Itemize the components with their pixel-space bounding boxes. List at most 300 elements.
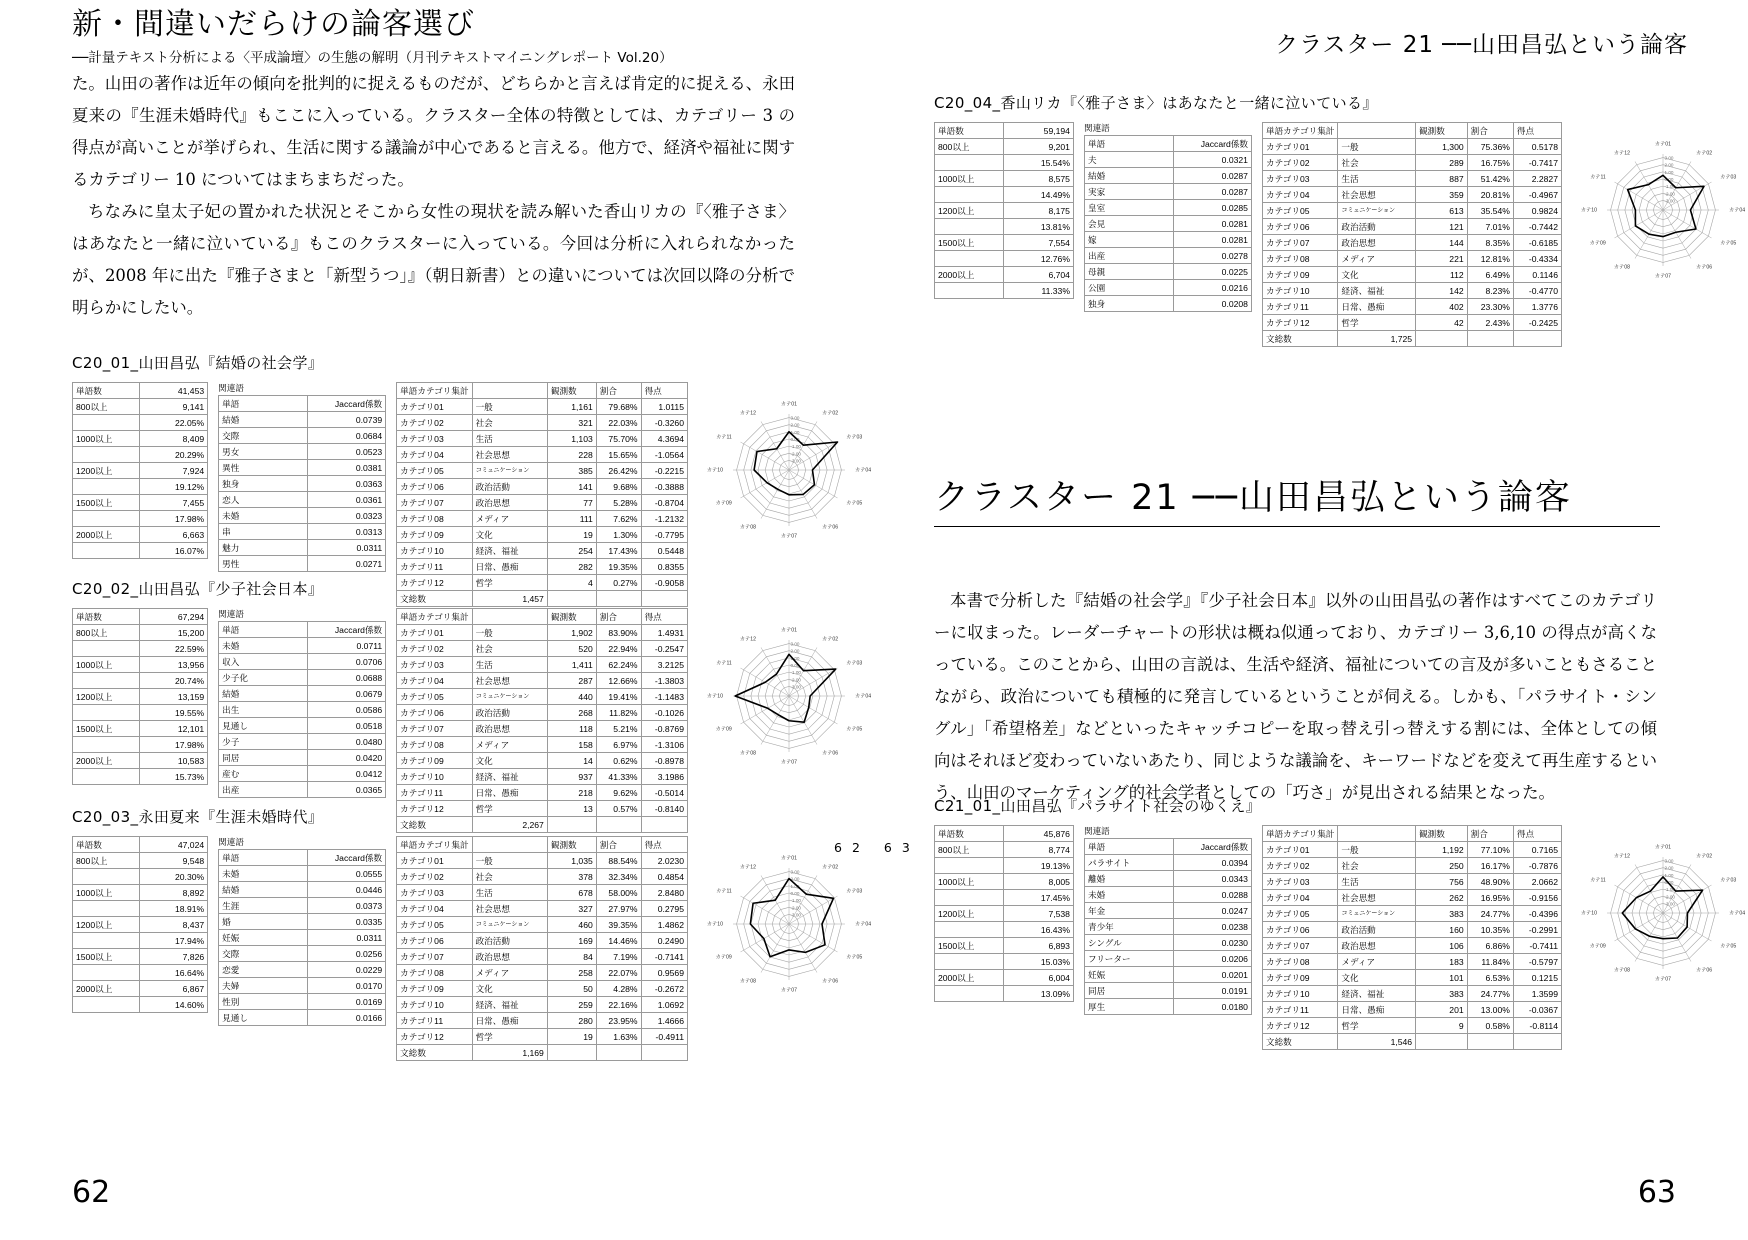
radar-tick-label: -1.00 xyxy=(790,444,801,450)
cell-category-id: カテゴリ02 xyxy=(397,869,472,885)
cell-threshold-count: 12,101 xyxy=(139,721,207,737)
cell-jaccard: 0.0229 xyxy=(308,962,386,978)
cell-observed: 287 xyxy=(547,673,596,689)
radar-tick-label: -3.00 xyxy=(1664,901,1675,907)
cell-jaccard: 0.0230 xyxy=(1173,935,1251,951)
table-row xyxy=(397,917,688,933)
table-row xyxy=(935,139,1074,155)
cell-category-name: 文化 xyxy=(472,981,547,997)
cell-observed: 118 xyxy=(547,721,596,737)
cell-category-name: 社会 xyxy=(1338,858,1416,874)
cell-percentage: 10.35% xyxy=(1467,922,1513,938)
cell-observed: 14 xyxy=(547,753,596,769)
cell-jaccard: 0.0739 xyxy=(308,412,386,428)
cell-jaccard: 0.0225 xyxy=(1173,264,1251,280)
table-header-row xyxy=(219,850,386,866)
cell-jaccard: 0.0180 xyxy=(1173,999,1251,1015)
radar-tick-label: -3.00 xyxy=(790,912,801,918)
cell-observed: 268 xyxy=(547,705,596,721)
table-row xyxy=(73,869,208,885)
table-row xyxy=(73,399,208,415)
radar-chart xyxy=(704,608,874,778)
cell-threshold-spacer xyxy=(73,769,140,785)
cell-threshold-count: 9,548 xyxy=(139,853,207,869)
cell-jaccard: 0.0170 xyxy=(308,978,386,994)
related-words-block xyxy=(208,836,386,1026)
cell-jaccard: 0.0208 xyxy=(1173,296,1251,312)
col-header-category-name xyxy=(472,383,547,399)
cell-score: -1.1483 xyxy=(641,689,687,705)
table-row xyxy=(219,718,386,734)
cell-percentage: 48.90% xyxy=(1467,874,1513,890)
radar-axis-label: カテ02 xyxy=(822,636,839,643)
figure-caption: C20_03_永田夏来『生涯未婚時代』 xyxy=(72,808,324,826)
cell-related-word: 出生 xyxy=(219,702,308,718)
cell-related-word: 結婚 xyxy=(1084,168,1173,184)
cell-threshold-pct: 17.98% xyxy=(139,511,207,527)
cell-threshold-count: 7,455 xyxy=(139,495,207,511)
cell-related-word: 魅力 xyxy=(219,540,308,556)
table-row xyxy=(935,842,1074,858)
cell-jaccard: 0.0523 xyxy=(308,444,386,460)
cell-score: 2.0230 xyxy=(641,853,687,869)
cell-word-total-label: 単語数 xyxy=(73,609,140,625)
cell-score: 1.4931 xyxy=(641,625,687,641)
mid-folio: 62 63 xyxy=(834,840,920,855)
cell-percentage: 83.90% xyxy=(596,625,641,641)
radar-axis-label: カテ04 xyxy=(855,693,872,700)
cell-category-name: メディア xyxy=(1338,954,1416,970)
radar-tick-label: 3.00 xyxy=(790,415,800,421)
cell-observed: 327 xyxy=(547,901,596,917)
cell-blank xyxy=(1416,1034,1468,1050)
cell-category-name: 社会 xyxy=(1338,155,1416,171)
cell-threshold-spacer xyxy=(935,890,1004,906)
cell-category-name: 社会 xyxy=(472,641,547,657)
cell-threshold-label: 1000以上 xyxy=(73,885,140,901)
radar-chart xyxy=(1578,122,1748,292)
table-row xyxy=(73,641,208,657)
table-row xyxy=(73,837,208,853)
cell-percentage: 16.75% xyxy=(1467,155,1513,171)
cell-sentence-total: 1,169 xyxy=(472,1045,547,1061)
cell-score: -0.4770 xyxy=(1513,283,1561,299)
cell-category-id: カテゴリ12 xyxy=(397,1029,472,1045)
col-header-score: 得点 xyxy=(1513,826,1561,842)
cell-observed: 937 xyxy=(547,769,596,785)
cell-related-word: 未婚 xyxy=(219,866,308,882)
cell-jaccard: 0.0373 xyxy=(308,898,386,914)
radar-tick-label: -2.00 xyxy=(1664,191,1675,197)
cell-observed: 228 xyxy=(547,447,596,463)
col-header-category: 単語カテゴリ集計 xyxy=(397,837,472,853)
cell-score: 2.0662 xyxy=(1513,874,1561,890)
cell-threshold-spacer xyxy=(73,737,140,753)
table-row xyxy=(73,949,208,965)
cell-jaccard: 0.0311 xyxy=(308,540,386,556)
radar-axis-label: カテ05 xyxy=(1720,943,1737,950)
table-row xyxy=(397,625,688,641)
cell-percentage: 14.46% xyxy=(596,933,641,949)
cell-percentage: 22.03% xyxy=(596,415,641,431)
cell-percentage: 2.43% xyxy=(1467,315,1513,331)
table-header-row xyxy=(1084,839,1251,855)
table-row xyxy=(1262,1034,1561,1050)
table-row xyxy=(219,1010,386,1026)
cell-percentage: 12.66% xyxy=(596,673,641,689)
table-row xyxy=(935,203,1074,219)
cell-observed: 1,192 xyxy=(1416,842,1468,858)
radar-chart-svg xyxy=(1578,825,1748,995)
table-row xyxy=(1084,999,1251,1015)
table-row xyxy=(73,383,208,399)
cell-observed: 144 xyxy=(1416,235,1468,251)
cell-category-id: カテゴリ11 xyxy=(397,559,472,575)
cell-blank xyxy=(1467,1034,1513,1050)
cell-threshold-count: 7,538 xyxy=(1003,906,1073,922)
cell-category-id: カテゴリ05 xyxy=(397,463,472,479)
cell-score: 0.9824 xyxy=(1513,203,1561,219)
radar-chart-svg xyxy=(704,836,874,1006)
table-row xyxy=(73,657,208,673)
cell-threshold-pct: 14.49% xyxy=(1003,187,1073,203)
cell-score: -0.2215 xyxy=(641,463,687,479)
table-row xyxy=(397,853,688,869)
category-table xyxy=(396,608,688,833)
radar-axis-label: カテ09 xyxy=(715,500,732,507)
cell-related-word: 生涯 xyxy=(219,898,308,914)
cell-jaccard: 0.0321 xyxy=(1173,152,1251,168)
table-row xyxy=(1084,935,1251,951)
cell-related-word: 恋人 xyxy=(219,492,308,508)
table-row xyxy=(1262,858,1561,874)
radar-spoke xyxy=(789,924,838,952)
cell-percentage: 6.49% xyxy=(1467,267,1513,283)
table-row xyxy=(397,415,688,431)
cell-category-id: カテゴリ05 xyxy=(397,689,472,705)
cell-percentage: 7.19% xyxy=(596,949,641,965)
cell-sentence-total-label: 文総数 xyxy=(1262,1034,1337,1050)
cell-category-name: 日常、愚痴 xyxy=(472,559,547,575)
radar-axis-label: カテ12 xyxy=(1613,853,1630,860)
cell-threshold-spacer xyxy=(935,251,1004,267)
radar-tick-label: -2.00 xyxy=(790,905,801,911)
table-row xyxy=(1262,235,1561,251)
table-row xyxy=(219,882,386,898)
cell-observed: 402 xyxy=(1416,299,1468,315)
cell-related-word: 少子化 xyxy=(219,670,308,686)
cell-category-name: 一般 xyxy=(1338,139,1416,155)
table-row xyxy=(397,753,688,769)
cell-score: 0.5178 xyxy=(1513,139,1561,155)
cell-related-word: 嫁 xyxy=(1084,232,1173,248)
cell-percentage: 19.41% xyxy=(596,689,641,705)
cell-percentage: 9.68% xyxy=(596,479,641,495)
col-header-word: 単語 xyxy=(219,396,308,412)
folio-left: 62 xyxy=(72,1175,111,1210)
word-count-table xyxy=(934,825,1074,1002)
cell-score: 0.1146 xyxy=(1513,267,1561,283)
cell-category-id: カテゴリ01 xyxy=(397,625,472,641)
cell-category-name: 社会思想 xyxy=(1338,890,1416,906)
radar-axis-label: カテ03 xyxy=(846,660,863,667)
cell-category-name: 社会思想 xyxy=(472,673,547,689)
cell-category-name: 社会思想 xyxy=(472,901,547,917)
cell-threshold-count: 6,663 xyxy=(139,527,207,543)
cell-category-name: 文化 xyxy=(1338,267,1416,283)
cell-observed: 321 xyxy=(547,415,596,431)
radar-tick-label: 2.00 xyxy=(790,422,800,428)
radar-chart xyxy=(1578,825,1748,995)
table-row xyxy=(1084,216,1251,232)
radar-axis-label: カテ09 xyxy=(715,954,732,961)
cell-category-id: カテゴリ06 xyxy=(397,933,472,949)
cell-related-word: 結婚 xyxy=(219,882,308,898)
cell-observed: 142 xyxy=(1416,283,1468,299)
table-row xyxy=(397,965,688,981)
cell-threshold-label: 800以上 xyxy=(73,399,140,415)
radar-axis-label: カテ04 xyxy=(855,921,872,928)
cell-related-word: 公園 xyxy=(1084,280,1173,296)
cell-threshold-count: 8,774 xyxy=(1003,842,1073,858)
table-row xyxy=(73,415,208,431)
cell-jaccard: 0.0206 xyxy=(1173,951,1251,967)
table-row xyxy=(935,155,1074,171)
cell-threshold-spacer xyxy=(73,447,140,463)
cell-observed: 262 xyxy=(1416,890,1468,906)
cell-threshold-spacer xyxy=(935,922,1004,938)
col-header-pct: 割合 xyxy=(1467,826,1513,842)
cell-percentage: 58.00% xyxy=(596,885,641,901)
cell-observed: 169 xyxy=(547,933,596,949)
cell-jaccard: 0.0285 xyxy=(1173,200,1251,216)
radar-axis-label: カテ08 xyxy=(739,750,756,757)
radar-axis-label: カテ07 xyxy=(780,759,798,766)
cell-category-name: コミュニケーション xyxy=(472,463,547,479)
cell-category-name: メディア xyxy=(472,511,547,527)
cell-threshold-label: 1000以上 xyxy=(935,171,1004,187)
cell-percentage: 6.97% xyxy=(596,737,641,753)
radar-spoke xyxy=(761,648,789,697)
col-header-pct: 割合 xyxy=(596,837,641,853)
cell-score: 1.0115 xyxy=(641,399,687,415)
radar-axis-label: カテ03 xyxy=(846,888,863,895)
cell-category-name: 哲学 xyxy=(472,1029,547,1045)
cell-score: -0.2425 xyxy=(1513,315,1561,331)
col-header-jaccard: Jaccard係数 xyxy=(308,850,386,866)
radar-axis-label: カテ10 xyxy=(706,693,723,700)
col-header-category: 単語カテゴリ集計 xyxy=(1262,123,1337,139)
radar-spoke xyxy=(789,924,817,973)
cell-percentage: 35.54% xyxy=(1467,203,1513,219)
cell-threshold-pct: 19.55% xyxy=(139,705,207,721)
cell-category-name: メディア xyxy=(1338,251,1416,267)
cell-percentage: 11.84% xyxy=(1467,954,1513,970)
cell-sentence-total: 1,725 xyxy=(1338,331,1416,347)
cell-category-name: 一般 xyxy=(472,399,547,415)
col-header-word: 単語 xyxy=(1084,839,1173,855)
cell-percentage: 39.35% xyxy=(596,917,641,933)
cell-threshold-pct: 12.76% xyxy=(1003,251,1073,267)
cell-category-id: カテゴリ02 xyxy=(1262,858,1337,874)
cell-category-name: 文化 xyxy=(472,527,547,543)
cell-related-word: 男性 xyxy=(219,556,308,572)
cell-observed: 4 xyxy=(547,575,596,591)
cell-observed: 887 xyxy=(1416,171,1468,187)
cell-sentence-total-label: 文総数 xyxy=(397,1045,472,1061)
table-row xyxy=(73,885,208,901)
radar-tick-label: 1.00 xyxy=(790,655,800,661)
cell-observed: 112 xyxy=(1416,267,1468,283)
cell-threshold-label: 1500以上 xyxy=(935,235,1004,251)
radar-axis-label: カテ12 xyxy=(1613,150,1630,157)
cell-category-id: カテゴリ07 xyxy=(1262,938,1337,954)
col-header-jaccard: Jaccard係数 xyxy=(308,396,386,412)
cell-blank xyxy=(1416,331,1468,347)
table-row xyxy=(1262,970,1561,986)
table-row xyxy=(219,412,386,428)
table-row xyxy=(73,479,208,495)
figure-c21-01 xyxy=(934,795,1748,1050)
cell-category-name: 政治活動 xyxy=(472,705,547,721)
radar-axis-label: カテ04 xyxy=(1729,910,1746,917)
table-row xyxy=(1262,1018,1561,1034)
radar-tick-label: -1.00 xyxy=(790,670,801,676)
cell-related-word: 収入 xyxy=(219,654,308,670)
table-row xyxy=(1262,315,1561,331)
radar-axis-label: カテ11 xyxy=(1590,877,1606,884)
cell-blank xyxy=(1513,331,1561,347)
category-table xyxy=(1262,825,1562,1050)
cell-jaccard: 0.0381 xyxy=(308,460,386,476)
cell-observed: 1,411 xyxy=(547,657,596,673)
folio-right: 63 xyxy=(1637,1175,1676,1210)
category-table xyxy=(396,836,688,1061)
cell-observed: 378 xyxy=(547,869,596,885)
cell-threshold-count: 15,200 xyxy=(139,625,207,641)
cell-threshold-label: 800以上 xyxy=(73,853,140,869)
radar-axis-label: カテ11 xyxy=(716,660,732,667)
cell-category-id: カテゴリ06 xyxy=(397,479,472,495)
cell-threshold-label: 800以上 xyxy=(935,842,1004,858)
figure-row xyxy=(72,382,874,607)
cell-score: -0.7876 xyxy=(1513,858,1561,874)
table-row xyxy=(1084,967,1251,983)
table-row xyxy=(397,869,688,885)
radar-spoke xyxy=(741,470,790,498)
table-row xyxy=(1084,919,1251,935)
cell-score: 0.7165 xyxy=(1513,842,1561,858)
table-row xyxy=(73,705,208,721)
cell-jaccard: 0.0169 xyxy=(308,994,386,1010)
cell-threshold-label: 2000以上 xyxy=(935,970,1004,986)
cell-percentage: 77.10% xyxy=(1467,842,1513,858)
cell-threshold-count: 6,893 xyxy=(1003,938,1073,954)
cell-threshold-pct: 20.30% xyxy=(139,869,207,885)
cell-score: -0.0367 xyxy=(1513,1002,1561,1018)
cell-related-word: 結婚 xyxy=(219,412,308,428)
figure-c20-03 xyxy=(72,806,874,1061)
section-heading: クラスター 21 ──山田昌弘という論客 xyxy=(934,478,1572,518)
cell-observed: 106 xyxy=(1416,938,1468,954)
cell-percentage: 16.95% xyxy=(1467,890,1513,906)
cell-threshold-label: 1200以上 xyxy=(73,917,140,933)
cell-sentence-total-label: 文総数 xyxy=(397,817,472,833)
cell-percentage: 7.62% xyxy=(596,511,641,527)
col-header-category: 単語カテゴリ集計 xyxy=(397,383,472,399)
table-row xyxy=(397,1029,688,1045)
cell-score: 0.2795 xyxy=(641,901,687,917)
table-row xyxy=(73,917,208,933)
table-row xyxy=(397,511,688,527)
cell-score: -0.2672 xyxy=(641,981,687,997)
cell-threshold-pct: 16.64% xyxy=(139,965,207,981)
cell-score: 0.2490 xyxy=(641,933,687,949)
table-row xyxy=(397,885,688,901)
table-row xyxy=(219,782,386,798)
related-words-table xyxy=(218,849,386,1026)
cell-category-name: 政治活動 xyxy=(1338,922,1416,938)
cell-related-word: 離婚 xyxy=(1084,871,1173,887)
table-row xyxy=(73,527,208,543)
table-header-row xyxy=(219,622,386,638)
cell-percentage: 8.35% xyxy=(1467,235,1513,251)
table-row xyxy=(219,556,386,572)
cell-score: 3.1986 xyxy=(641,769,687,785)
cell-score: 0.5448 xyxy=(641,543,687,559)
cell-related-word: 同居 xyxy=(219,750,308,766)
cell-observed: 385 xyxy=(547,463,596,479)
cell-category-name: 日常、愚痴 xyxy=(472,785,547,801)
cell-score: 1.4666 xyxy=(641,1013,687,1029)
cell-threshold-spacer xyxy=(935,155,1004,171)
radar-chart xyxy=(704,836,874,1006)
cell-percentage: 75.70% xyxy=(596,431,641,447)
col-header-obs: 観測数 xyxy=(1416,123,1468,139)
table-row xyxy=(1084,168,1251,184)
table-row xyxy=(1262,842,1561,858)
cell-jaccard: 0.0706 xyxy=(308,654,386,670)
cell-percentage: 22.16% xyxy=(596,997,641,1013)
cell-category-name: 政治活動 xyxy=(472,933,547,949)
radar-tick-label: -3.00 xyxy=(790,458,801,464)
radar-tick-label: 2.00 xyxy=(1664,162,1674,168)
cell-related-word: 年金 xyxy=(1084,903,1173,919)
cell-jaccard: 0.0281 xyxy=(1173,232,1251,248)
radar-spoke xyxy=(789,696,838,724)
table-row xyxy=(1084,903,1251,919)
radar-spoke xyxy=(1663,210,1691,259)
table-row xyxy=(73,721,208,737)
cell-threshold-count: 7,924 xyxy=(139,463,207,479)
cell-category-id: カテゴリ04 xyxy=(397,673,472,689)
col-header-score: 得点 xyxy=(641,837,687,853)
cell-category-id: カテゴリ11 xyxy=(1262,299,1337,315)
cell-category-name: 政治思想 xyxy=(472,949,547,965)
cell-observed: 359 xyxy=(1416,187,1468,203)
cell-score: -0.4396 xyxy=(1513,906,1561,922)
cell-category-name: 日常、愚痴 xyxy=(1338,1002,1416,1018)
cell-word-total-label: 単語数 xyxy=(935,826,1004,842)
radar-tick-label: 1.00 xyxy=(1664,872,1674,878)
cell-observed: 19 xyxy=(547,1029,596,1045)
cell-category-id: カテゴリ12 xyxy=(397,575,472,591)
radar-axis-label: カテ07 xyxy=(1654,273,1672,280)
table-row xyxy=(1262,187,1561,203)
cell-jaccard: 0.0247 xyxy=(1173,903,1251,919)
cell-percentage: 6.86% xyxy=(1467,938,1513,954)
table-row xyxy=(1262,906,1561,922)
